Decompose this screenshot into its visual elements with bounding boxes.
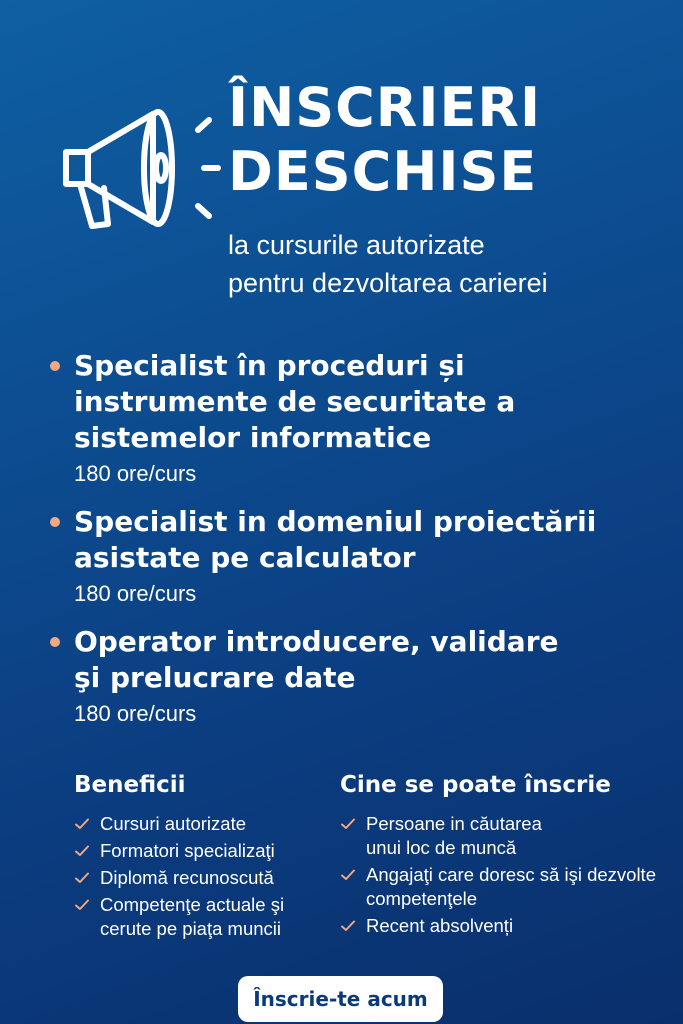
course-name: Operator introducere, validare şi prelucrare date [74, 625, 559, 694]
checkmark-icon [340, 816, 356, 832]
benefits-heading: Beneficii [74, 772, 186, 798]
eligibility-list [340, 812, 656, 938]
list-item-label: Persoane in căutarea unui loc de muncă [366, 813, 542, 858]
megaphone-icon [58, 84, 223, 234]
course-hours: 180 ore/curs [74, 581, 197, 606]
course-list [44, 348, 664, 744]
checkmark-icon [74, 843, 90, 859]
list-item [74, 893, 315, 941]
course-name: Specialist in domeniul proiectării asistate pe calculator [74, 505, 597, 574]
list-item [74, 866, 324, 890]
list-item-label: Cursuri autorizate [100, 813, 247, 834]
enroll-button[interactable]: Înscrie-te acum [238, 976, 443, 1022]
course-item [44, 624, 664, 730]
header [58, 70, 668, 310]
subtitle-line-2: pentru dezvoltarea carierei [228, 268, 548, 298]
benefits-list [74, 812, 324, 941]
bullet-dot [50, 637, 60, 647]
course-hours: 180 ore/curs [74, 461, 197, 486]
course-hours: 180 ore/curs [74, 701, 197, 726]
subtitle-line-1: la cursurile autorizate [228, 230, 485, 260]
list-item-label: Diplomă recunoscută [100, 867, 274, 888]
list-item-label: Formatori specializaţi [100, 840, 275, 861]
page-title [228, 76, 541, 204]
title-line-1: ÎNSCRIERI [228, 76, 542, 139]
checkmark-icon [340, 918, 356, 934]
list-item [74, 839, 324, 863]
checkmark-icon [74, 870, 90, 886]
list-item [340, 863, 656, 911]
checkmark-icon [74, 816, 90, 832]
bullet-dot [50, 517, 60, 527]
course-item [44, 504, 664, 610]
list-item-label: Competenţe actuale şi cerute pe piaţa muncii [100, 894, 285, 939]
list-item [340, 914, 640, 938]
checkmark-icon [74, 897, 90, 913]
benefits-section [74, 770, 324, 944]
eligibility-section [340, 770, 656, 941]
list-item-label: Recent absolvenți [366, 915, 514, 936]
list-item [74, 812, 324, 836]
bullet-dot [50, 361, 60, 371]
eligibility-heading: Cine se poate înscrie [340, 772, 611, 798]
course-name: Specialist în proceduri și instrumente de securitate a sistemelor informatice [74, 349, 516, 454]
subtitle [228, 226, 548, 302]
title-line-2: DESCHISE [228, 140, 538, 203]
list-item [340, 812, 576, 860]
checkmark-icon [340, 867, 356, 883]
list-item-label: Angajaţi care doresc să işi dezvolte competenţele [366, 864, 656, 909]
course-item [44, 348, 664, 490]
